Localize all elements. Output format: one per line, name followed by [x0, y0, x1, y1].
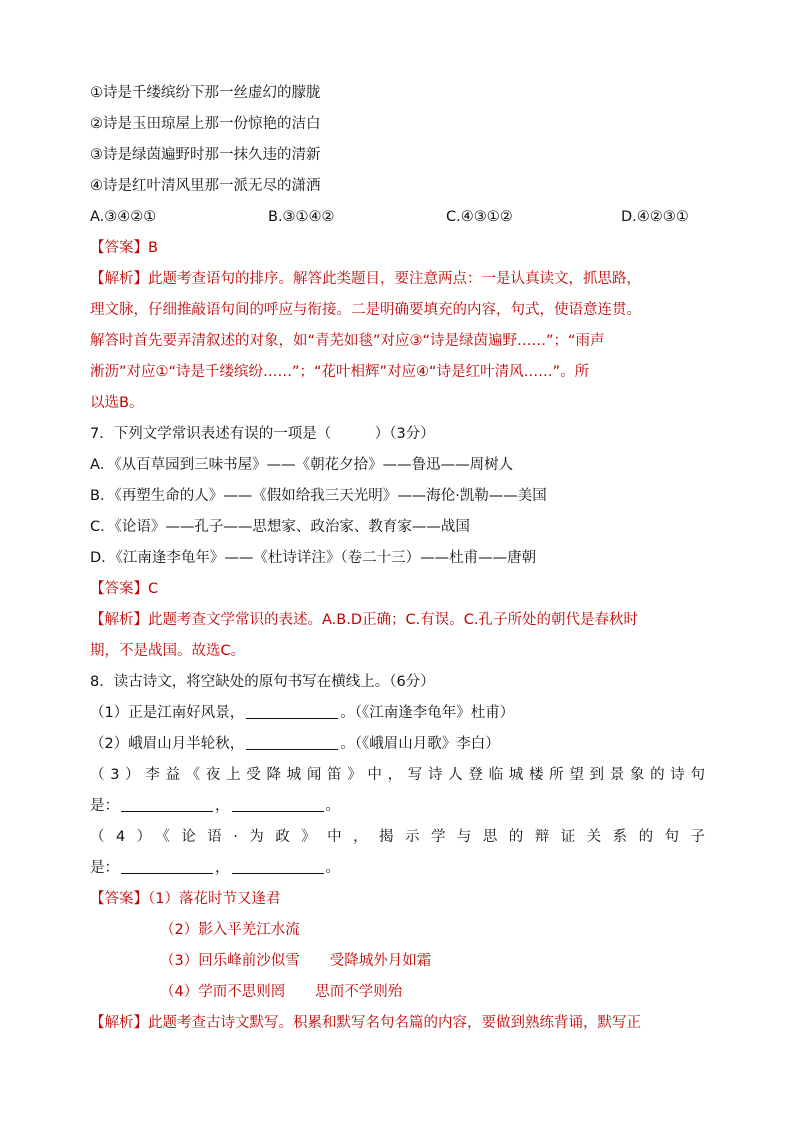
q7-option-b: B．《再塑生命的人》——《假如给我三天光明》——海伦·凯勒——美国 — [90, 488, 547, 504]
answer-tag: 【答案】 — [90, 891, 148, 907]
poem-line: ②诗是玉田琼屋上那一份惊艳的洁白 — [90, 116, 321, 132]
answer-value: C — [148, 581, 159, 597]
q8-answer-3: （3）回乐峰前沙似雪 受降城外月如霜 — [160, 953, 432, 969]
answer-tag: 【答案】 — [90, 581, 148, 597]
q8-item-3-line2: 是： ， 。 — [90, 791, 705, 822]
fill-blank[interactable] — [232, 795, 324, 812]
q8-item-4-line1: （4）《论语·为政》中，揭示学与思的辩证关系的句子 — [90, 829, 705, 845]
fill-blank[interactable] — [121, 857, 213, 874]
document-page — [90, 78, 705, 1039]
q6-answer — [90, 233, 705, 264]
q6-options — [90, 202, 705, 233]
q7-stem: 7．下列文学常识表述有误的一项是（ ）（3分） — [90, 426, 435, 442]
fill-blank[interactable] — [246, 702, 338, 719]
q8-answer-4: （4）学而不思则罔 思而不学则殆 — [160, 984, 403, 1000]
analysis-tag: 【解析】 — [90, 271, 148, 287]
poem-line: ④诗是红叶清风里那一派无尽的潇洒 — [90, 178, 321, 194]
analysis-tag: 【解析】 — [90, 1015, 148, 1031]
q6-option-c: C.④③①② — [446, 209, 513, 225]
q7-answer — [90, 574, 705, 605]
answer-value: B — [148, 240, 158, 256]
q6-analysis-line: 解答时首先要弄清叙述的对象，如“青芜如毯”对应③“诗是绿茵遍野……”；“雨声 — [90, 333, 605, 349]
q6-option-d: D.④②③① — [621, 209, 689, 225]
q7-option-a: A．《从百草园到三味书屋》——《朝花夕拾》——鲁迅——周树人 — [90, 457, 514, 473]
q8-answer-2: （2）影入平羌江水流 — [160, 922, 300, 938]
q7-option-d: D．《江南逢李龟年》——《杜诗详注》（卷二十三）——杜甫——唐朝 — [90, 550, 537, 566]
q8-stem: 8．读古诗文，将空缺处的原句书写在横线上。（6分） — [90, 674, 435, 690]
poem-line: ③诗是绿茵遍野时那一抹久违的清新 — [90, 147, 321, 163]
answer-tag: 【答案】 — [90, 240, 148, 256]
fill-blank[interactable] — [121, 795, 213, 812]
q6-option-b: B.③①④② — [268, 209, 335, 225]
poem-line: ①诗是千缕缤纷下那一丝虚幻的朦胧 — [90, 85, 321, 101]
q8-analysis-line: 【解析】此题考查古诗文默写。积累和默写名句名篇的内容，要做到熟练背诵，默写正 — [90, 1015, 641, 1031]
fill-blank[interactable] — [246, 733, 338, 750]
q6-analysis-line: 【解析】此题考查语句的排序。解答此类题目，要注意两点：一是认真读文，抓思路， — [90, 271, 641, 287]
q7-analysis-line: 期，不是战国。故选C。 — [90, 643, 246, 659]
q6-analysis-line: 淅沥”对应①“诗是千缕缤纷……”；“花叶相辉”对应④“诗是红叶清风……”。所 — [90, 364, 590, 380]
fill-blank[interactable] — [232, 857, 324, 874]
q6-analysis-line: 理文脉，仔细推敲语句间的呼应与衔接。二是明确要填充的内容，句式，使语意连贯。 — [90, 302, 641, 318]
q8-answer-1: 【答案】（1）落花时节又逢君 — [90, 891, 281, 907]
q7-analysis-line: 【解析】此题考查文学常识的表述。A.B.D正确；C.有误。C.孔子所处的朝代是春秋时 — [90, 612, 638, 628]
q8-item-4-line2: 是： ， 。 — [90, 853, 705, 884]
q8-item-1: （1）正是江南好风景， 。（《江南逢李龟年》杜甫） — [90, 698, 705, 729]
q6-option-a: A.③④②① — [90, 209, 157, 225]
q6-analysis-line: 以选B。 — [90, 395, 144, 411]
q7-option-c: C．《论语》——孔子——思想家、政治家、教育家——战国 — [90, 519, 470, 535]
q8-item-3-line1: （3）李益《夜上受降城闻笛》中，写诗人登临城楼所望到景象的诗句 — [90, 767, 705, 783]
analysis-tag: 【解析】 — [90, 612, 148, 628]
q8-item-2: （2）峨眉山月半轮秋， 。（《峨眉山月歌》李白） — [90, 729, 705, 760]
